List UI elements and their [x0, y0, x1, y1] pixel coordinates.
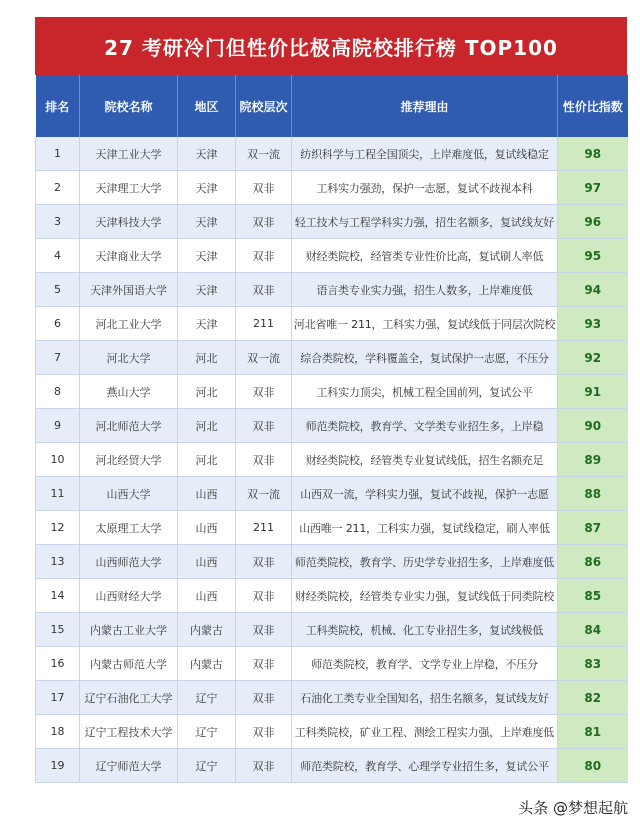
table-row [36, 749, 628, 783]
table-row [36, 579, 628, 613]
score-cell: 98 [558, 137, 628, 171]
rank-cell: 17 [36, 681, 80, 715]
score-cell: 80 [558, 749, 628, 783]
score-cell: 87 [558, 511, 628, 545]
reason-cell: 师范类院校，教育学、历史学专业招生多，上岸难度低 [292, 545, 558, 579]
score-cell: 95 [558, 239, 628, 273]
column-header-score: 性价比指数 [558, 75, 628, 137]
score-cell: 81 [558, 715, 628, 749]
region-cell: 天津 [178, 239, 236, 273]
table-row [36, 341, 628, 375]
rank-cell: 11 [36, 477, 80, 511]
rank-cell: 8 [36, 375, 80, 409]
level-cell: 双一流 [236, 477, 292, 511]
table-row [36, 647, 628, 681]
table-row [36, 545, 628, 579]
school-name-cell: 内蒙古师范大学 [80, 647, 178, 681]
column-header-region: 地区 [178, 75, 236, 137]
region-cell: 天津 [178, 307, 236, 341]
table-row [36, 239, 628, 273]
level-cell: 双非 [236, 409, 292, 443]
reason-cell: 财经类院校，经管类专业性价比高，复试刷人率低 [292, 239, 558, 273]
level-cell: 211 [236, 511, 292, 545]
rank-cell: 2 [36, 171, 80, 205]
reason-cell: 工科类院校，机械、化工专业招生多，复试线极低 [292, 613, 558, 647]
table-row [36, 613, 628, 647]
rank-cell: 3 [36, 205, 80, 239]
school-name-cell: 山西大学 [80, 477, 178, 511]
school-name-cell: 天津科技大学 [80, 205, 178, 239]
region-cell: 河北 [178, 409, 236, 443]
level-cell: 双非 [236, 205, 292, 239]
score-cell: 91 [558, 375, 628, 409]
school-name-cell: 内蒙古工业大学 [80, 613, 178, 647]
table-row [36, 715, 628, 749]
level-cell: 双非 [236, 273, 292, 307]
level-cell: 211 [236, 307, 292, 341]
page-title: 27 考研冷门但性价比极高院校排行榜 TOP100 [35, 17, 627, 75]
reason-cell: 纺织科学与工程全国顶尖，上岸难度低，复试线稳定 [292, 137, 558, 171]
school-name-cell: 天津外国语大学 [80, 273, 178, 307]
rank-cell: 14 [36, 579, 80, 613]
level-cell: 双一流 [236, 341, 292, 375]
ranking-table [35, 75, 628, 783]
table-row [36, 477, 628, 511]
reason-cell: 师范类院校，教育学、文学类专业招生多，上岸稳 [292, 409, 558, 443]
level-cell: 双非 [236, 681, 292, 715]
school-name-cell: 辽宁石油化工大学 [80, 681, 178, 715]
region-cell: 山西 [178, 511, 236, 545]
score-cell: 86 [558, 545, 628, 579]
reason-cell: 山西双一流，学科实力强，复试不歧视，保护一志愿 [292, 477, 558, 511]
region-cell: 天津 [178, 137, 236, 171]
score-cell: 93 [558, 307, 628, 341]
reason-cell: 工科类院校，矿业工程、测绘工程实力强，上岸难度低 [292, 715, 558, 749]
school-name-cell: 辽宁工程技术大学 [80, 715, 178, 749]
school-name-cell: 河北师范大学 [80, 409, 178, 443]
reason-cell: 山西唯一 211，工科实力强，复试线稳定，刷人率低 [292, 511, 558, 545]
column-header-school: 院校名称 [80, 75, 178, 137]
school-name-cell: 燕山大学 [80, 375, 178, 409]
rank-cell: 7 [36, 341, 80, 375]
region-cell: 天津 [178, 171, 236, 205]
school-name-cell: 河北大学 [80, 341, 178, 375]
score-cell: 90 [558, 409, 628, 443]
table-row [36, 137, 628, 171]
region-cell: 天津 [178, 273, 236, 307]
region-cell: 河北 [178, 375, 236, 409]
rank-cell: 12 [36, 511, 80, 545]
reason-cell: 石油化工类专业全国知名，招生名额多，复试线友好 [292, 681, 558, 715]
reason-cell: 综合类院校，学科覆盖全，复试保护一志愿，不压分 [292, 341, 558, 375]
level-cell: 双非 [236, 613, 292, 647]
region-cell: 辽宁 [178, 681, 236, 715]
table-header [36, 75, 628, 137]
column-header-level: 院校层次 [236, 75, 292, 137]
reason-cell: 轻工技术与工程学科实力强，招生名额多，复试线友好 [292, 205, 558, 239]
rank-cell: 6 [36, 307, 80, 341]
rank-cell: 5 [36, 273, 80, 307]
score-cell: 84 [558, 613, 628, 647]
school-name-cell: 太原理工大学 [80, 511, 178, 545]
table-row [36, 511, 628, 545]
table-body [36, 137, 628, 783]
score-cell: 82 [558, 681, 628, 715]
rank-cell: 10 [36, 443, 80, 477]
level-cell: 双非 [236, 647, 292, 681]
reason-cell: 语言类专业实力强，招生人数多，上岸难度低 [292, 273, 558, 307]
level-cell: 双非 [236, 715, 292, 749]
table-row [36, 409, 628, 443]
rank-cell: 9 [36, 409, 80, 443]
level-cell: 双非 [236, 375, 292, 409]
reason-cell: 财经类院校，经管类专业复试线低，招生名额充足 [292, 443, 558, 477]
score-cell: 89 [558, 443, 628, 477]
column-header-reason: 推荐理由 [292, 75, 558, 137]
region-cell: 内蒙古 [178, 613, 236, 647]
level-cell: 双非 [236, 239, 292, 273]
school-name-cell: 山西财经大学 [80, 579, 178, 613]
table-row [36, 205, 628, 239]
level-cell: 双非 [236, 545, 292, 579]
reason-cell: 师范类院校，教育学、心理学专业招生多，复试公平 [292, 749, 558, 783]
region-cell: 河北 [178, 443, 236, 477]
region-cell: 辽宁 [178, 749, 236, 783]
watermark: 头条 @梦想起航 [518, 799, 628, 817]
score-cell: 94 [558, 273, 628, 307]
table-row [36, 307, 628, 341]
rank-cell: 1 [36, 137, 80, 171]
rank-cell: 16 [36, 647, 80, 681]
score-cell: 92 [558, 341, 628, 375]
score-cell: 85 [558, 579, 628, 613]
region-cell: 山西 [178, 545, 236, 579]
level-cell: 双非 [236, 749, 292, 783]
rank-cell: 15 [36, 613, 80, 647]
level-cell: 双非 [236, 579, 292, 613]
reason-cell: 师范类院校，教育学、文学专业上岸稳，不压分 [292, 647, 558, 681]
region-cell: 天津 [178, 205, 236, 239]
rank-cell: 19 [36, 749, 80, 783]
school-name-cell: 辽宁师范大学 [80, 749, 178, 783]
table-row [36, 375, 628, 409]
reason-cell: 河北省唯一 211，工科实力强，复试线低于同层次院校 [292, 307, 558, 341]
table-row [36, 443, 628, 477]
reason-cell: 工科实力顶尖，机械工程全国前列，复试公平 [292, 375, 558, 409]
school-name-cell: 天津商业大学 [80, 239, 178, 273]
level-cell: 双非 [236, 171, 292, 205]
reason-cell: 财经类院校，经管类专业实力强，复试线低于同类院校 [292, 579, 558, 613]
score-cell: 83 [558, 647, 628, 681]
rank-cell: 4 [36, 239, 80, 273]
school-name-cell: 山西师范大学 [80, 545, 178, 579]
region-cell: 山西 [178, 477, 236, 511]
level-cell: 双一流 [236, 137, 292, 171]
score-cell: 97 [558, 171, 628, 205]
school-name-cell: 河北工业大学 [80, 307, 178, 341]
ranking-sheet [35, 17, 627, 783]
school-name-cell: 天津理工大学 [80, 171, 178, 205]
region-cell: 河北 [178, 341, 236, 375]
level-cell: 双非 [236, 443, 292, 477]
region-cell: 山西 [178, 579, 236, 613]
score-cell: 96 [558, 205, 628, 239]
table-row [36, 171, 628, 205]
reason-cell: 工科实力强劲，保护一志愿，复试不歧视本科 [292, 171, 558, 205]
table-row [36, 273, 628, 307]
rank-cell: 18 [36, 715, 80, 749]
region-cell: 辽宁 [178, 715, 236, 749]
score-cell: 88 [558, 477, 628, 511]
school-name-cell: 天津工业大学 [80, 137, 178, 171]
column-header-rank: 排名 [36, 75, 80, 137]
table-row [36, 681, 628, 715]
rank-cell: 13 [36, 545, 80, 579]
region-cell: 内蒙古 [178, 647, 236, 681]
school-name-cell: 河北经贸大学 [80, 443, 178, 477]
